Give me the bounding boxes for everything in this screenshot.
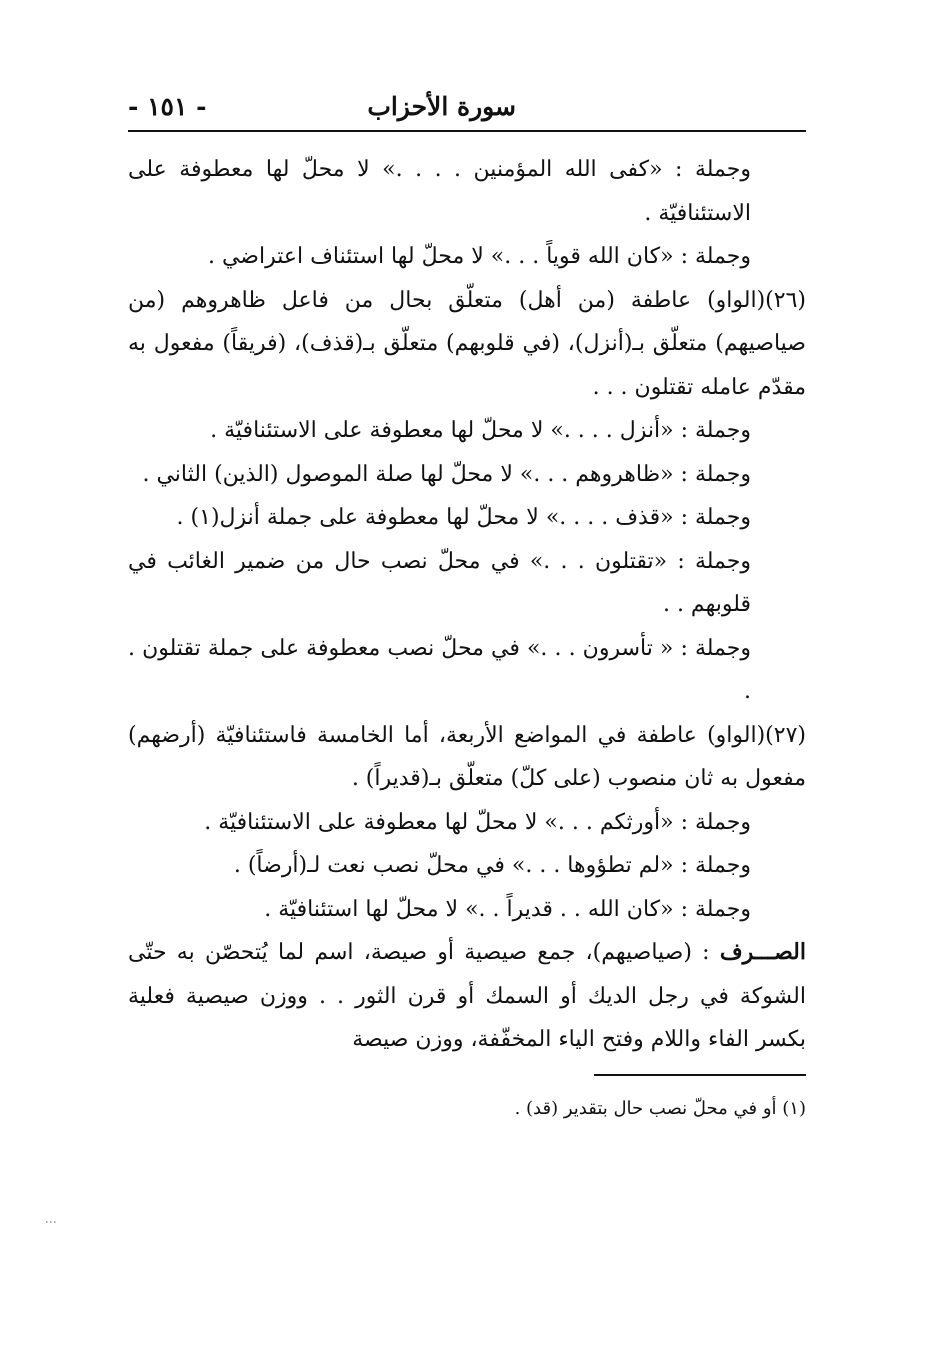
footnote-rule (594, 1074, 806, 1076)
paragraph: وجملة : «أورثكم . . .» لا محلّ لها معطوفة على الاستئنافيّة . (204, 809, 751, 835)
paragraph: وجملة : «تقتلون . . .» في محلّ نصب حال من ضمير الغائب في قلوبهم . . (128, 548, 751, 617)
paragraph: وجملة : « تأسرون . . .» في محلّ نصب معطوفة على جملة تقتلون . . (128, 635, 751, 704)
paragraph: وجملة : «أنزل . . . .» لا محلّ لها معطوفة على الاستئنافيّة . (210, 418, 751, 443)
page-number: - ١٥١ - (128, 92, 207, 121)
paragraph: (٢٦)(الواو) عاطفة (من أهل) متعلّق بحال من فاعل ظاهروهم (من صياصيهم) متعلّق بـ(أنزل)، (في قلوبهم) متعلّق بـ(قذف)، (فريقاً) مفعول به مقدّم عامله تقتلون . . . (128, 287, 806, 400)
paragraph: وجملة : «قذف . . . .» لا محلّ لها معطوفة على جملة أنزل(١) . (176, 505, 751, 530)
footnote: (١) أو في محلّ نصب حال بتقدير (قد) . (514, 1097, 806, 1119)
sarf-label: الصـــرف (719, 939, 806, 965)
running-title: سورة الأحزاب (367, 92, 516, 121)
paragraph: وجملة : «لم تطؤوها . . .» في محلّ نصب نعت لـ(أرضاً) . (233, 853, 751, 878)
running-head (128, 88, 806, 130)
page (128, 88, 806, 1119)
paragraph: (٢٧)(الواو) عاطفة في المواضع الأربعة، أما الخامسة فاستئنافيّة (أرضهم) مفعول به ثان منصوب (على كلّ) متعلّق بـ(قديراً) . (128, 722, 806, 791)
margin-mark: ⋮ (44, 1216, 58, 1228)
sarf-paragraph (128, 931, 806, 1062)
paragraph: وجملة : «كان الله قوياً . . .» لا محلّ لها استئناف اعتراضي . (207, 244, 751, 269)
sarf-text: : (صياصيهم)، جمع صيصية أو صيصة، اسم لما يُتحصّن به حتّى الشوكة في رجل الديك أو السمك أو قرن الثور . . ووزن صيصية فعلية بكسر الفاء واللام وفتح الياء المخفّفة، ووزن صيصة (128, 940, 806, 1052)
header-rule (128, 130, 806, 132)
body-text (128, 148, 806, 1062)
paragraph: وجملة : «كان الله . . قديراً . .» لا محلّ لها استئنافيّة . (264, 896, 751, 922)
paragraph: وجملة : «كفى الله المؤمنين . . . .» لا محلّ لها معطوفة على الاستئنافيّة . (128, 157, 751, 226)
paragraph: وجملة : «ظاهروهم . . .» لا محلّ لها صلة الموصول (الذين) الثاني . (142, 461, 751, 487)
